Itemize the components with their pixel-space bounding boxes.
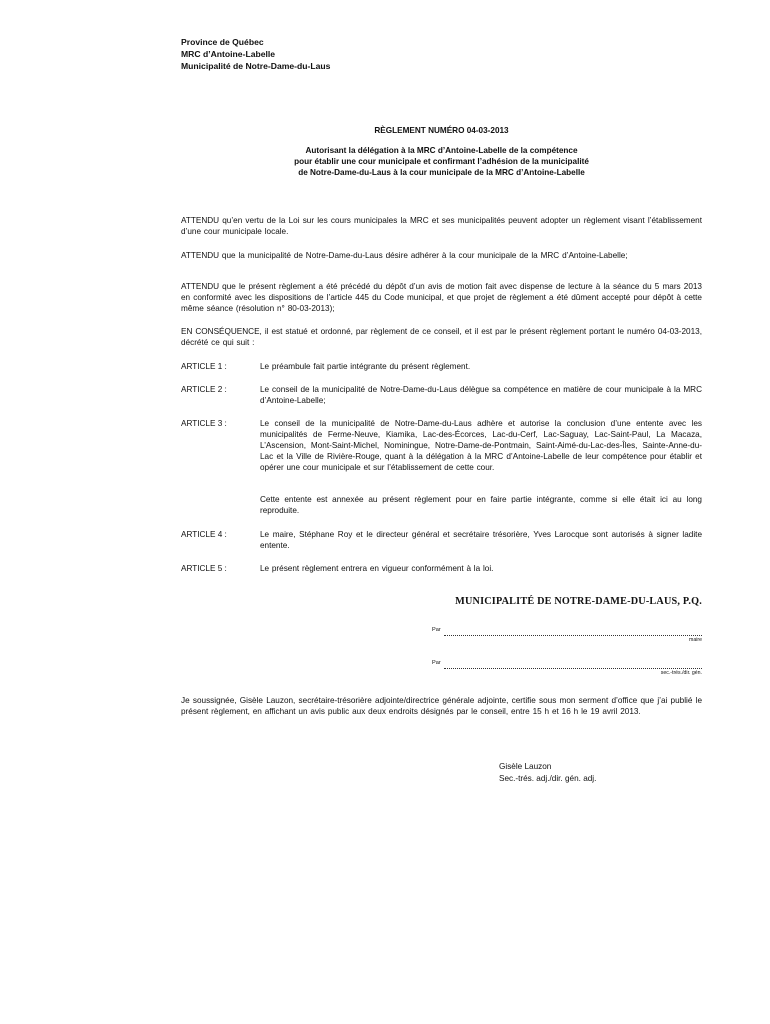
attendu-paragraph-3: ATTENDU que le présent règlement a été précédé du dépôt d’un avis de motion fait avec dispense de lecture à la séance du 5 mars 2013 en conformité avec les dispositions de l’article 445 du Code municipal, et que projet de règlement a été dûment accepté pour dépôt à cette même séance (résolution n° 80-03-2013); <box>181 282 702 313</box>
consequence-paragraph: EN CONSÉQUENCE, il est statué et ordonné, par règlement de ce conseil, et il est par le présent règlement portant le numéro 04-03-2013, décrété ce qui suit : <box>181 327 702 347</box>
subtitle-line: pour établir une cour municipale et confirmant l’adhésion de la municipalité <box>294 157 589 166</box>
attendu-paragraph-1: ATTENDU qu’en vertu de la Loi sur les cours municipales la MRC et ses municipalités peuvent adopter un règlement visant l’établissement d’une cour municipale locale. <box>181 216 702 236</box>
article-4-label: ARTICLE 4 : <box>181 530 227 539</box>
municipality-signature-title: MUNICIPALITÉ DE NOTRE-DAME-DU-LAUS, P.Q. <box>455 596 702 607</box>
certification-paragraph: Je soussignée, Gisèle Lauzon, secrétaire-trésorière adjointe/directrice générale adjointe, certifie sous mon serment d’office que j’ai publié le présent règlement, en affichant un avis public aux deux endroits désignés par le conseil, entre 15 h et 16 h le 19 avril 2013. <box>181 696 702 716</box>
regulation-number: RÈGLEMENT NUMÉRO 04-03-2013 <box>374 126 509 135</box>
header-mrc: MRC d’Antoine-Labelle <box>181 49 276 59</box>
article-5-text: Le présent règlement entrera en vigueur conformément à la loi. <box>260 564 494 573</box>
article-2-label: ARTICLE 2 : <box>181 385 227 394</box>
subtitle-line: de Notre-Dame-du-Laus à la cour municipale de la MRC d’Antoine-Labelle <box>298 168 585 177</box>
signer-name: Gisèle Lauzon <box>499 762 552 771</box>
signature-role-secretary: sec.-trés./dir. gén. <box>660 670 702 676</box>
signer-block <box>499 761 596 785</box>
article-4-text: Le maire, Stéphane Roy et le directeur général et secrétaire trésorière, Yves Larocque sont autorisés à signer ladite entente. <box>260 530 702 550</box>
article-5-label: ARTICLE 5 : <box>181 564 227 573</box>
document-header <box>181 36 330 72</box>
attendu-paragraph-2: ATTENDU que la municipalité de Notre-Dame-du-Laus désire adhérer à la cour municipale de la MRC d’Antoine-Labelle; <box>181 251 628 260</box>
title-block <box>181 125 702 178</box>
subtitle-line: Autorisant la délégation à la MRC d’Antoine-Labelle de la compétence <box>305 146 578 155</box>
header-municipality: Municipalité de Notre-Dame-du-Laus <box>181 61 331 71</box>
article-2-text: Le conseil de la municipalité de Notre-Dame-du-Laus délègue sa compétence en matière de cour municipale à la MRC d’Antoine-Labelle; <box>260 385 702 405</box>
signature-par-label: Par <box>432 660 441 666</box>
signature-dotted-line <box>444 660 702 669</box>
article-3-text: Le conseil de la municipalité de Notre-Dame-du-Laus adhère et autorise la conclusion d’une entente avec les municipalités de Ferme-Neuve, Kiamika, Lac-des-Écorces, Lac-du-Cerf, Lac-Saguay, Lac-Saint-Paul, La Macaza, L’Ascension, Mont-Saint-Michel, Nominingue, Notre-Dame-de-Pontmain, Saint-Aimé-du-Lac-des-Îles, Sainte-Anne-du-Lac et la Ville de Rivière-Rouge, quant à la délégation à la MRC d’Antoine-Labelle de leur compétence pour établir et opérer une cour municipale et sur l’établissement de cette cour. <box>260 419 702 472</box>
regulation-subtitle <box>181 145 702 178</box>
article-3-text-annex: Cette entente est annexée au présent règlement pour en faire partie intégrante, comme si elle était ici au long reproduite. <box>260 495 702 515</box>
article-3-label: ARTICLE 3 : <box>181 419 227 428</box>
signature-role-mayor: maire <box>689 637 702 643</box>
header-province: Province de Québec <box>181 37 264 47</box>
article-1-label: ARTICLE 1 : <box>181 362 227 371</box>
signature-par-label: Par <box>432 627 441 633</box>
article-1-text: Le préambule fait partie intégrante du présent règlement. <box>260 362 471 371</box>
signer-title: Sec.-trés. adj./dir. gén. adj. <box>499 774 597 783</box>
signature-dotted-line <box>444 627 702 636</box>
